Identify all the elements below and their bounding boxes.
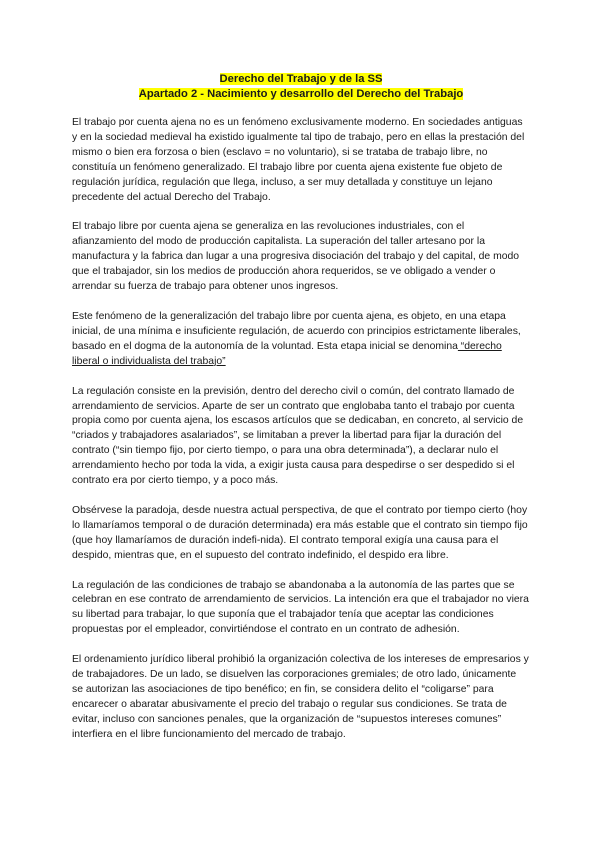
paragraph-4: La regulación consiste en la previsión, dentro del derecho civil o común, del contrato llamado de arrendamiento de servicios. Aparte de ser un contrato que englobaba tanto el trabajo por cuenta propia como por cuenta ajena, los escasos artículos que se dedicaban, en concreto, al servicio de “criados y trabajadores asalariados”, se limitaban a prever la libertad para fijar la duración del contrato (“sin tiempo fijo, por cierto tiempo, o para una obra determinada”), a declarar nulo el arrendamiento hecho por toda la vida, a exigir justa causa para despedirse o ser despedido si el contrato era por cierto tiempo, y a poco más.: [72, 385, 524, 487]
document-title: Derecho del Trabajo y de la SS: [219, 73, 383, 85]
paragraph-1: El trabajo por cuenta ajena no es un fenómeno exclusivamente moderno. En sociedades antiguas y en la sociedad medieval ha existido igualmente tal tipo de trabajo, pero en ellas la prestación del mismo o bien era forzosa o bien (esclavo = no voluntario), si se trataba de trabajo libre, no constituía un fenómeno generalizado. El trabajo libre por cuenta ajena existente fue objeto de regulación jurídica, regulación que llega, incluso, a ser muy detallada y constituye un lejano precedente del actual Derecho del Trabajo.: [72, 117, 525, 203]
paragraph-5: Obsérvese la paradoja, desde nuestra actual perspectiva, de que el contrato por tiempo cierto (hoy lo llamaríamos temporal o de duración determinada) era más estable que el contrato sin tiempo fijo (que hoy llamaríamos de duración indefi-nida). El contrato temporal exigía una causa para el despido, mientras que, en el supuesto del contrato indefinido, el despido era libre.: [72, 504, 528, 561]
paragraph-3-text: Este fenómeno de la generalización del trabajo libre por cuenta ajena, es objeto, en una etapa inicial, de una mínima e insuficiente regulación, de acuerdo con principios estrictamente liberales, basado en el dogma de la autonomía de la voluntad. Esta etapa inicial se denomina: [72, 310, 521, 352]
paragraph-3: [72, 310, 530, 370]
underlined-term: “derecho liberal o individualista del trabajo”: [72, 340, 502, 367]
document-page: [72, 72, 530, 758]
paragraph-7: El ordenamiento jurídico liberal prohibió la organización colectiva de los intereses de empresarios y de trabajadores. De un lado, se disuelven las corporaciones gremiales; de otro lado, únicamente se autorizan las asociaciones de tipo benéfico; en fin, se considera delito el “coligarse” para encarecer o abaratar abusivamente el precio del trabajo o regular sus condiciones. Se trata de evitar, incluso con sanciones penales, que la organización de “supuestos intereses comunes” interfiera en el libre funcionamiento del mercado de trabajo.: [72, 654, 529, 740]
document-subtitle: Apartado 2 - Nacimiento y desarrollo del Derecho del Trabajo: [138, 88, 464, 100]
paragraph-2: El trabajo libre por cuenta ajena se generaliza en las revoluciones industriales, con el afianzamiento del modo de producción capitalista. La superación del taller artesano por la manufactura y la fabrica dan lugar a una progresiva disociación del trabajo y del capital, de modo que el trabajador, sin los medios de producción ahora requeridos, se ve obligado a vender o arrendar su fuerza de trabajo para obtener unos ingresos.: [72, 221, 520, 293]
paragraph-6: La regulación de las condiciones de trabajo se abandonaba a la autonomía de las partes que se celebran en ese contrato de arrendamiento de servicios. La intención era que el trabajador no viera su libertad para trabajar, lo que suponía que el trabajador tenía que aceptar las condiciones propuestas por el empleador, convirtiéndose el contrato en un contrato de adhesión.: [72, 579, 529, 636]
